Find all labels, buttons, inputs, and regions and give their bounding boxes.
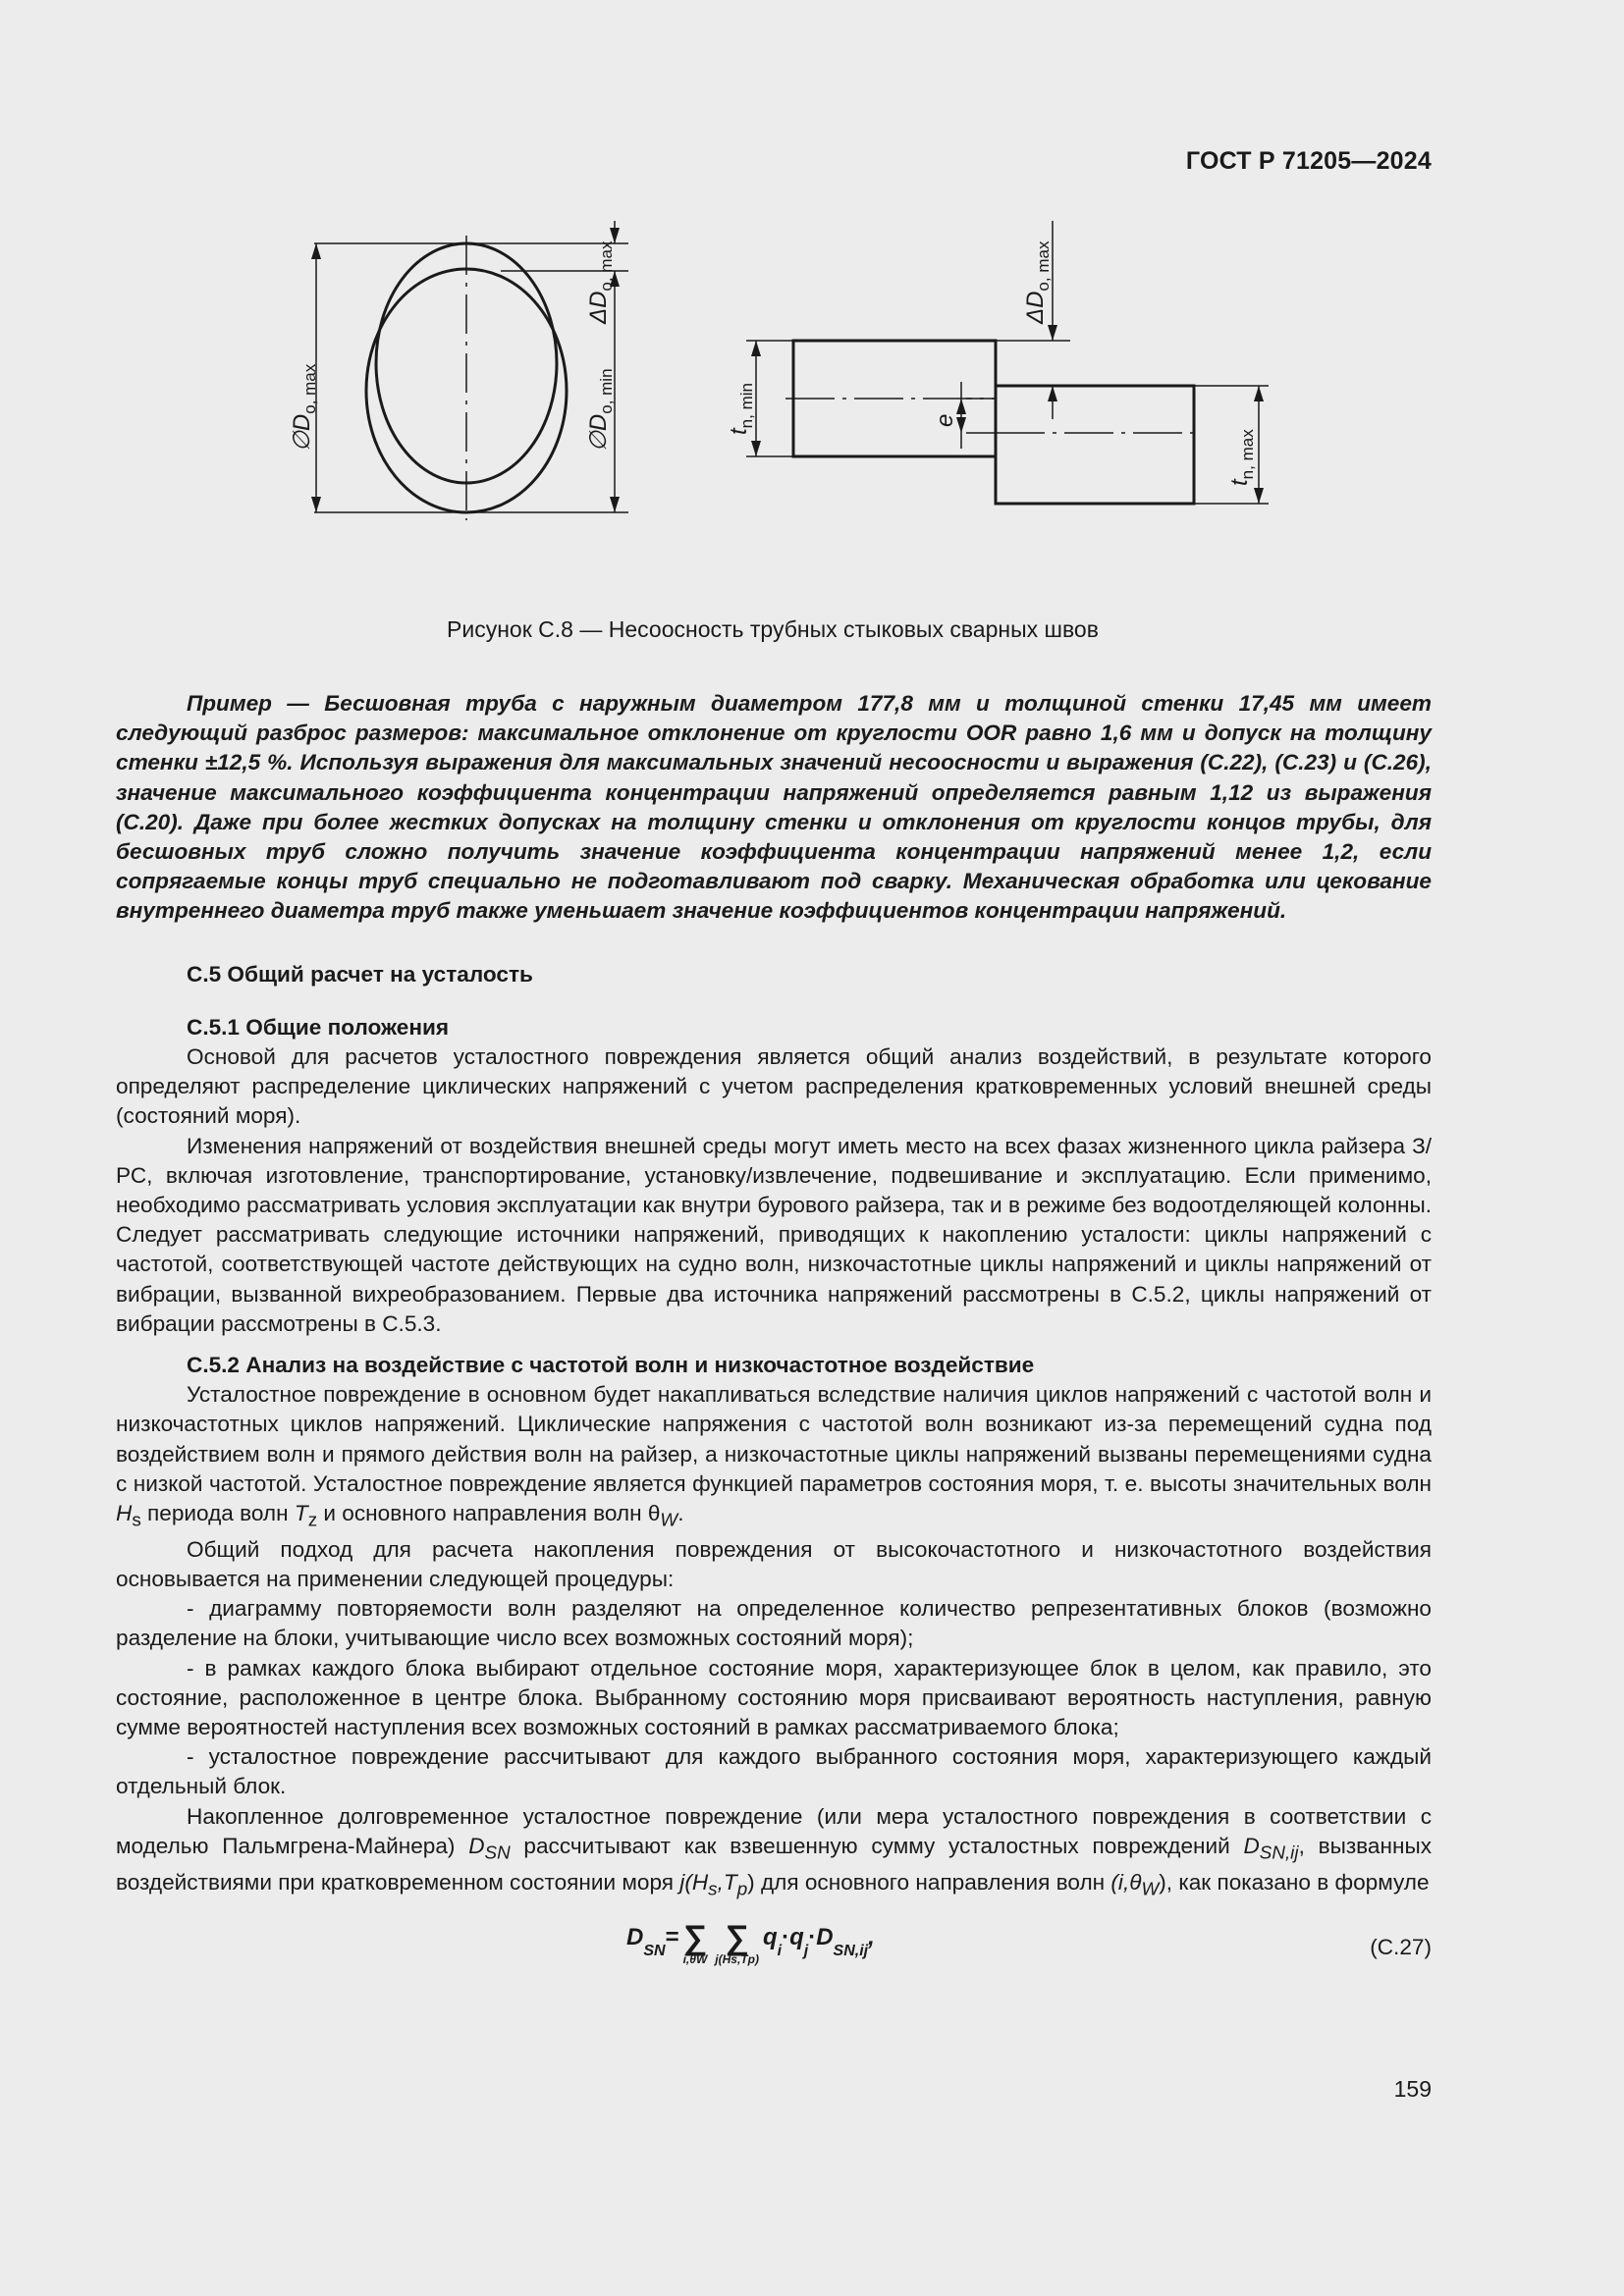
example-paragraph: Пример — Бесшовная труба с наружным диаметром 177,8 мм и толщиной стенки 17,45 мм имеет следующий разброс размеров: максимальное отклонение от круглости OOR равно 1,6 мм и допуск на толщину стенки ±12,5 %. Используя выражения для максимальных значений несоосности и выражения (С.22), (С.23) и (С.26), значение максимального коэффициента концентрации напряжений определяется равным 1,12 из выражения (С.20). Даже при более жестких допусках на толщину стенки и отклонения от круглости концов трубы, для бесшовных труб сложно получить значение коэффициента концентрации напряжений менее 1,2, если сопрягаемые концы труб специально не подготавливают под сварку. Механическая обработка или цекование внутреннего диаметра труб также уменьшает значение коэффициентов концентрации напряжений. <box>116 691 1432 924</box>
formula-c27 <box>116 1917 1432 1986</box>
page-number: 159 <box>1393 2076 1432 2102</box>
arrow-dmin-bottom <box>610 497 620 512</box>
arrow-e-top <box>956 399 966 414</box>
c52-paragraph-3: Накопленное долговременное усталостное повреждение (или мера усталостного повреждения в соответствии с моделью Пальмгрена-Майнера) $D_{SN}$ рассчитывают как взвешенную сумму усталостных повреждений $D_{SN,ij}$, вызванных воздействиями при кратковременном состоянии моря $j(H_s,T_p)$ для основного направления волн $(i,\theta_W)$, как показано в формуле <box>116 1803 1432 1899</box>
label-d-max: $\emptyset D_{o, max}$ <box>289 363 319 452</box>
c52-bullet-3: - усталостное повреждение рассчитывают для каждого выбранного состояния моря, характеризующего каждый отдельный блок. <box>116 1744 1432 1799</box>
lower-pipe-wall <box>996 386 1194 504</box>
c51-paragraph-2: Изменения напряжений от воздействия внешней среды могут иметь место на всех фазах жизненного цикла райзера З/РС, включая изготовление, транспортирование, установку/извлечение, подвешивание и эксплуатацию. Если применимо, необходимо рассматривать условия эксплуатации как внутри бурового райзера, так и в режиме без водоотделяющей колонны. Следует рассматривать следующие источники напряжений, приводящих к накоплению усталости: циклы напряжений с частотой, соответствующей частоте действующих на судно волн, низкочастотные циклы напряжений и циклы напряжений от вибрации, вызванной вихреобразованием. Первые два источника напряжений рассмотрены в С.5.2, циклы напряжений от вибрации рассмотрены в С.5.3. <box>116 1133 1432 1336</box>
c51-paragraph-1: Основой для расчетов усталостного повреждения является общий анализ воздействий, в результате которого определяют распределение циклических напряжений с учетом распределения кратковременных условий внешней среды (состояний моря). <box>116 1044 1432 1129</box>
formula-expression: D $_{SN}$ = ∑ i,θW ∑ j(Hs,Tp) q $_i$ · q $_j$ · D $_{SN,ij}$ , <box>626 1919 875 1967</box>
arrow-dmax-bottom <box>311 497 321 512</box>
label-delta-left: $\Delta D_{o, max}$ <box>585 240 616 324</box>
c52-bullet-1: - диаграмму повторяемости волн разделяют на определенное количество репрезентативных блоков (возможно разделение на блоки, учитывающие число всех возможных состояний моря); <box>116 1596 1432 1651</box>
figure-caption: Рисунок С.8 — Несоосность трубных стыковых сварных швов <box>447 616 1099 642</box>
formula-number: (С.27) <box>1370 1935 1432 1960</box>
document-body <box>116 689 1432 1986</box>
misalignment-figure <box>275 221 1276 594</box>
label-d-min: $\emptyset D_{o, min}$ <box>585 368 616 452</box>
arrow-delta-right-top <box>1048 325 1057 341</box>
arrow-t-min-bottom <box>751 441 761 456</box>
c52-paragraph-1: Усталостное повреждение в основном будет накапливаться вследствие наличия циклов напряжений с частотой волн и низкочастотных циклов напряжений. Циклические напряжения с частотой волн возникают из-за перемещений судна под воздействием волн и прямого действия волн на райзер, а низкочастотные циклы напряжений вызваны перемещениями судна с низкой частотой. Усталостное повреждение является функцией параметров состояния моря, т. е. высоты значительных волн $H_s$ периода волн $T_z$ и основного направления волн $\theta_W$. <box>116 1382 1432 1530</box>
c52-bullet-2: - в рамках каждого блока выбирают отдельное состояние моря, характеризующее блок в целом, как правило, это состояние, расположенное в центре блока. Выбранному состоянию моря присваивают вероятность наступления, равную сумме вероятностей наступления всех возможных состояний в рамках рассматриваемого блока; <box>116 1655 1432 1740</box>
label-t-max: $t_{n, max}$ <box>1226 429 1257 486</box>
arrow-dmax-top <box>311 243 321 259</box>
arrow-t-max-top <box>1254 386 1264 401</box>
section-c52-heading: С.5.2 Анализ на воздействие с частотой волн и низкочастотное воздействие <box>187 1353 1035 1378</box>
c52-paragraph-2: Общий подход для расчета накопления повреждения от высокочастотного и низкочастотного воздействия основывается на применении следующей процедуры: <box>116 1536 1432 1591</box>
arrow-t-max-bottom <box>1254 488 1264 504</box>
label-delta-right: $\Delta D_{o, max}$ <box>1022 240 1053 324</box>
section-c51-heading: С.5.1 Общие положения <box>187 1014 450 1040</box>
arrow-delta-right-bottom <box>1048 386 1057 401</box>
label-t-min: $t_{n, min}$ <box>726 383 756 435</box>
section-c5-heading: С.5 Общий расчет на усталость <box>187 961 533 987</box>
label-e: e <box>932 413 958 427</box>
document-header: ГОСТ Р 71205—2024 <box>1185 147 1432 175</box>
arrow-t-min-top <box>751 341 761 356</box>
